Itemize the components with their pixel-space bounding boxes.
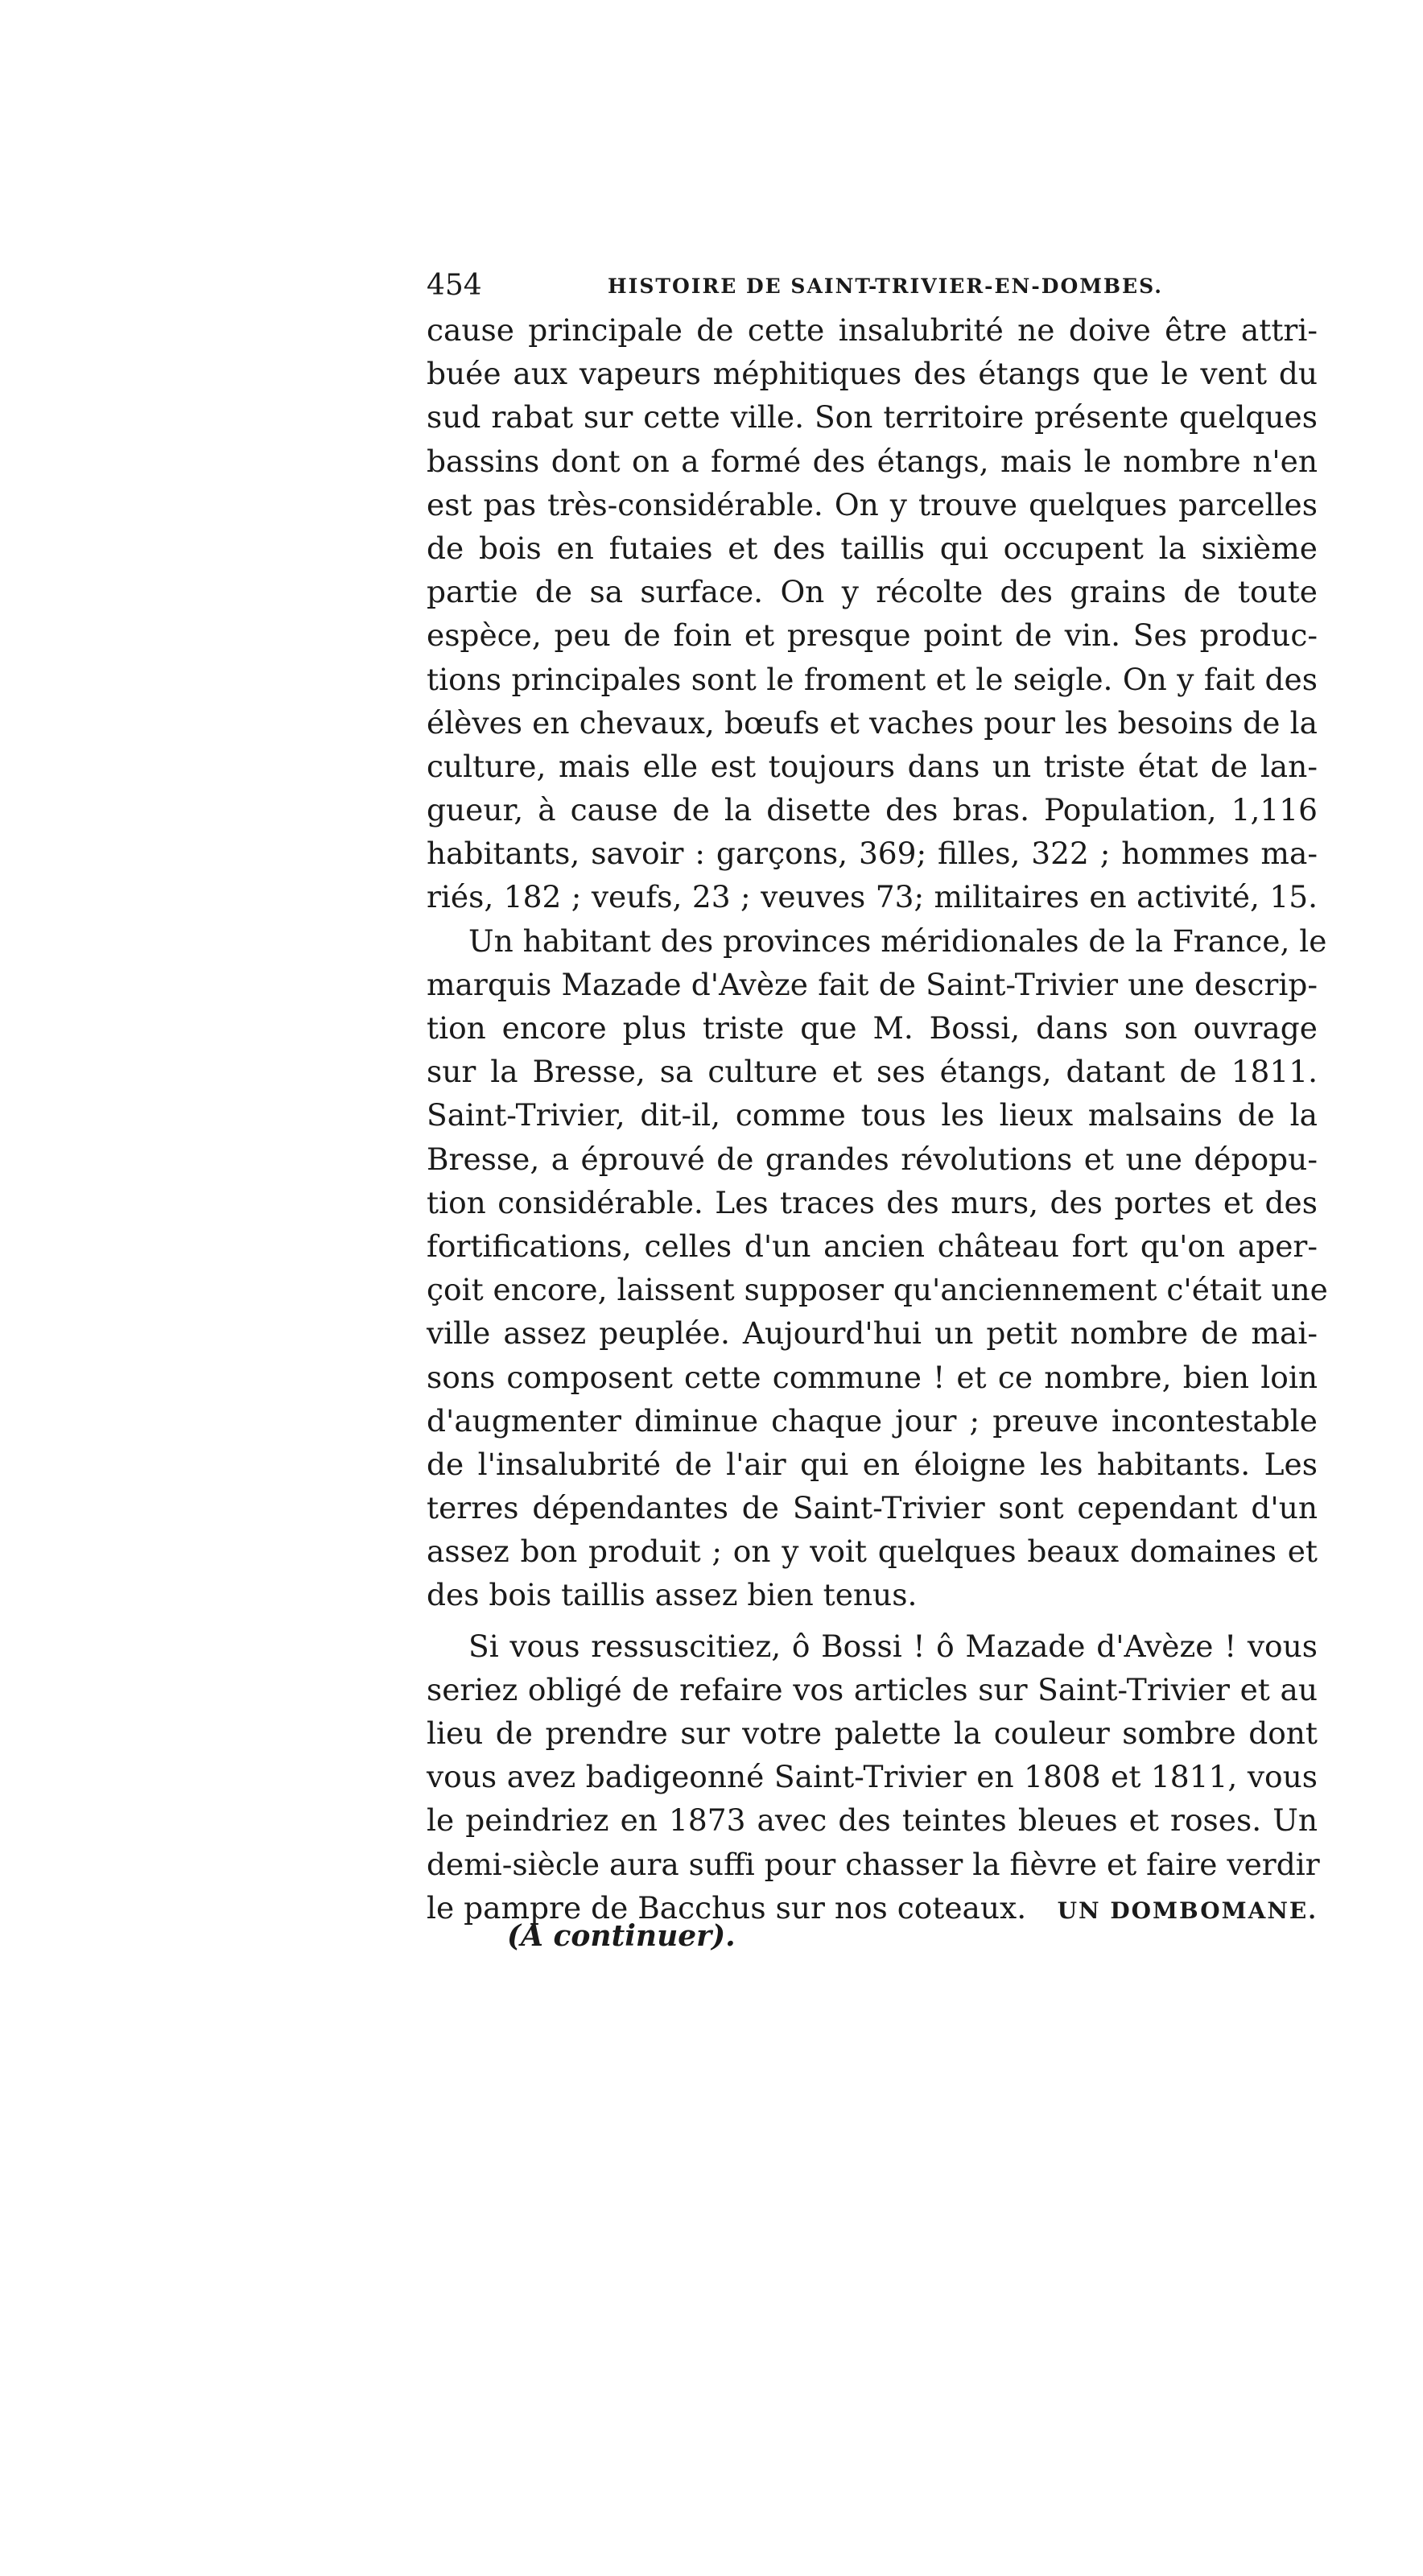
text-line: terres dépendantes de Saint-Trivier sont cependant d'un: [427, 1490, 1318, 1526]
text-line: d'augmenter diminue chaque jour ; preuve incontestable: [427, 1402, 1318, 1439]
text-line: buée aux vapeurs méphitiques des étangs que le vent du: [427, 356, 1318, 392]
text-line: assez bon produit ; on y voit quelques beaux domaines et: [427, 1534, 1318, 1570]
text-line: culture, mais elle est toujours dans un triste état de lan-: [427, 748, 1318, 784]
running-title: HISTOIRE DE SAINT-TRIVIER-EN-DOMBES.: [608, 275, 1163, 298]
text-line: tion encore plus triste que M. Bossi, dans son ouvrage: [427, 1010, 1318, 1046]
text-line: tions principales sont le froment et le seigle. On y fait des: [427, 661, 1318, 697]
text-line: des bois taillis assez bien tenus.: [427, 1577, 918, 1613]
text-line: bassins dont on a formé des étangs, mais le nombre n'en: [427, 443, 1318, 479]
continued-note: (A continuer).: [507, 1919, 736, 1953]
paragraph: [427, 919, 1328, 1617]
text-line: vous avez badigeonné Saint-Trivier en 1808 et 1811, vous: [427, 1759, 1318, 1795]
text-line: Un habitant des provinces méridionales de la France, le: [468, 923, 1327, 959]
paragraph: [427, 308, 1318, 919]
text-line: habitants, savoir : garçons, 369; filles, 322 ; hommes ma-: [427, 836, 1318, 872]
text-line: lieu de prendre sur votre palette la couleur sombre dont: [427, 1715, 1318, 1751]
text-line: Saint-Trivier, dit-il, comme tous les lieux malsains de la: [427, 1097, 1318, 1133]
body-text: [427, 308, 1328, 1933]
text-line: élèves en chevaux, bœufs et vaches pour les besoins de la: [427, 704, 1318, 741]
text-line: sud rabat sur cette ville. Son territoire présente quelques: [427, 399, 1318, 436]
text-line: est pas très-considérable. On y trouve quelques parcelles: [427, 486, 1318, 522]
text-line: tion considérable. Les traces des murs, des portes et des: [427, 1184, 1318, 1220]
text-line: çoit encore, laissent supposer qu'anciennement c'était une: [427, 1272, 1328, 1308]
text-line: riés, 182 ; veufs, 23 ; veuves 73; militaires en activité, 15.: [427, 879, 1318, 915]
running-header: [427, 266, 1328, 306]
text-line: gueur, à cause de la disette des bras. Population, 1,116: [427, 792, 1318, 828]
text-line: fortifications, celles d'un ancien château fort qu'on aper-: [427, 1228, 1318, 1264]
text-line: demi-siècle aura suffi pour chasser la fièvre et faire verdir: [427, 1846, 1320, 1882]
text-line: ville assez peuplée. Aujourd'hui un petit nombre de mai-: [427, 1315, 1318, 1352]
text-line: cause principale de cette insalubrité ne doive être attri-: [427, 312, 1318, 348]
text-line: seriez obligé de refaire vos articles sur Saint-Trivier et au: [427, 1671, 1318, 1707]
text-line: partie de sa surface. On y récolte des grains de toute: [427, 574, 1318, 610]
author-signature: UN DOMBOMANE.: [1057, 1897, 1318, 1924]
text-line: de bois en futaies et des taillis qui occupent la sixième: [427, 530, 1318, 566]
text-line: le peindriez en 1873 avec des teintes bleues et roses. Un: [427, 1802, 1318, 1839]
text-line: marquis Mazade d'Avèze fait de Saint-Trivier une descrip-: [427, 966, 1318, 1002]
text-line: sons composent cette commune ! et ce nombre, bien loin: [427, 1359, 1318, 1395]
closing-text: le pampre de Bacchus sur nos coteaux.: [427, 1889, 1027, 1926]
text-line: Bresse, a éprouvé de grandes révolutions et une dépopu-: [427, 1141, 1318, 1177]
text-line: de l'insalubrité de l'air qui en éloigne les habitants. Les: [427, 1446, 1318, 1482]
paragraph: [427, 1624, 1318, 1930]
page-number: 454: [427, 269, 482, 302]
text-line: sur la Bresse, sa culture et ses étangs, datant de 1811.: [427, 1054, 1318, 1090]
text-line: Si vous ressuscitiez, ô Bossi ! ô Mazade d'Avèze ! vous: [468, 1628, 1318, 1664]
paragraph-gap: [427, 1617, 1318, 1624]
text-line: espèce, peu de foin et presque point de vin. Ses produc-: [427, 617, 1318, 654]
